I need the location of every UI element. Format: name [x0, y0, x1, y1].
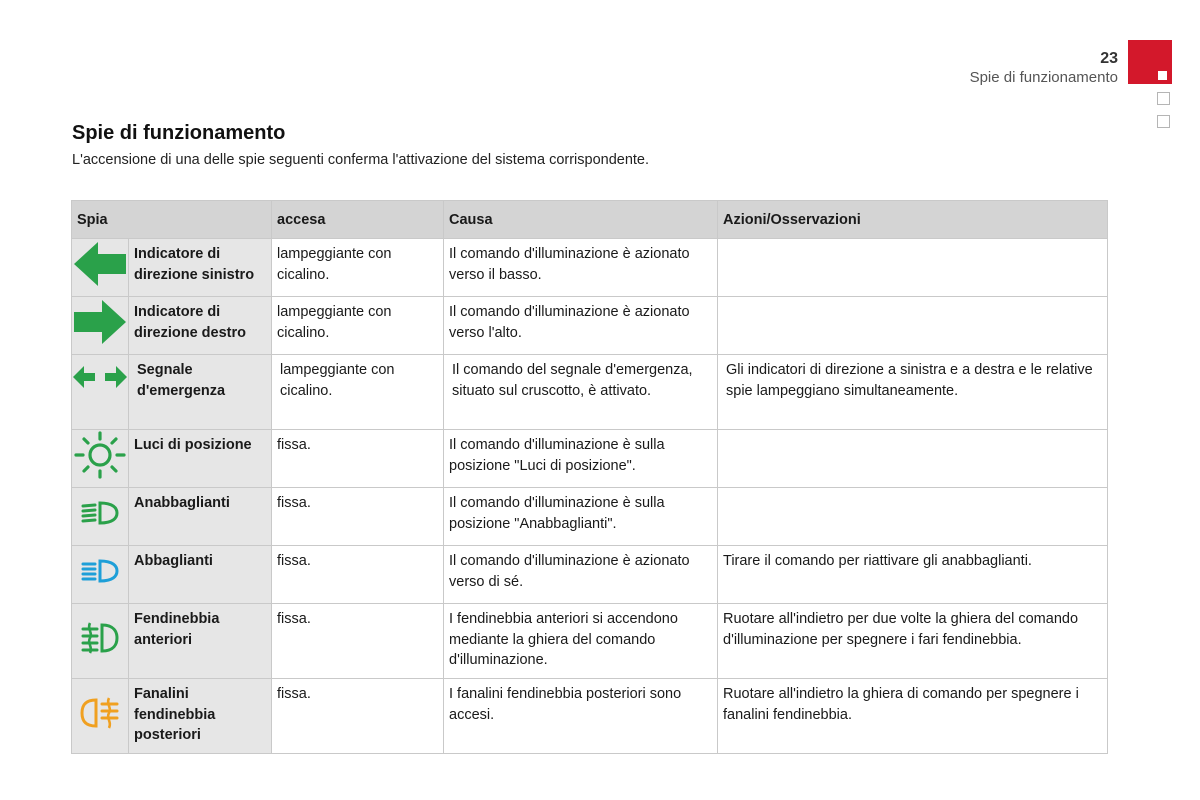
- column-header-accesa: accesa: [272, 201, 444, 239]
- table-row: [72, 546, 1108, 604]
- lamp-state: fissa.: [272, 604, 444, 679]
- lamp-cause: Il comando del segnale d'emergenza, situato sul cruscotto, è attivato.: [444, 355, 718, 430]
- lamp-state: fissa.: [272, 430, 444, 488]
- chapter-marker-empty: [1157, 115, 1170, 128]
- front-fog-lamp-icon: [80, 621, 120, 655]
- lamp-name: Indicatore di direzione destro: [129, 297, 272, 355]
- lamp-action: [718, 297, 1108, 355]
- table-header-row: [72, 201, 1108, 239]
- table-row: [72, 488, 1108, 546]
- table-row: [72, 239, 1108, 297]
- lamp-cause: Il comando d'illuminazione è sulla posizione "Luci di posizione".: [444, 430, 718, 488]
- table-row: [72, 355, 1108, 430]
- lamp-action: Ruotare all'indietro per due volte la ghiera del comando d'illuminazione per spegnere i fari fendinebbia.: [718, 604, 1108, 679]
- column-header-causa: Causa: [444, 201, 718, 239]
- lamp-cause: Il comando d'illuminazione è azionato verso il basso.: [444, 239, 718, 297]
- lamp-action: [718, 488, 1108, 546]
- warning-lamps-table: [71, 200, 1108, 754]
- page-number: 23: [1100, 50, 1118, 67]
- lamp-action: Gli indicatori di direzione a sinistra e a destra e le relative spie lampeggiano simultaneamente.: [718, 355, 1108, 430]
- lamp-icon-cell: [72, 355, 129, 430]
- section-title: Spie di funzionamento: [72, 122, 286, 144]
- lamp-cause: Il comando d'illuminazione è sulla posizione "Anabbaglianti".: [444, 488, 718, 546]
- lamp-name: Luci di posizione: [129, 430, 272, 488]
- lamp-name: Indicatore di direzione sinistro: [129, 239, 272, 297]
- lamp-name: Segnale d'emergenza: [129, 355, 272, 430]
- column-header-spia: Spia: [72, 201, 272, 239]
- chapter-tab-marker: [1158, 71, 1167, 80]
- lamp-state: lampeggiante con cicalino.: [272, 239, 444, 297]
- section-intro: L'accensione di una delle spie seguenti conferma l'attivazione del sistema corrispondente.: [72, 152, 650, 168]
- table-row: [72, 297, 1108, 355]
- lamp-name: Fanalini fendinebbia posteriori: [129, 679, 272, 754]
- lamp-action: Ruotare all'indietro la ghiera di comando per spegnere i fanalini fendinebbia.: [718, 679, 1108, 754]
- lamp-icon-cell: [72, 239, 129, 297]
- right-arrow-icon: [74, 300, 126, 344]
- lamp-icon-cell: [72, 679, 129, 754]
- lamp-action: Tirare il comando per riattivare gli anabbaglianti.: [718, 546, 1108, 604]
- lamp-icon-cell: [72, 604, 129, 679]
- chapter-marker-empty: [1157, 92, 1170, 105]
- lamp-icon-cell: [72, 488, 129, 546]
- table-row: [72, 679, 1108, 754]
- lamp-name: Fendinebbia anteriori: [129, 604, 272, 679]
- chapter-tab: [1128, 40, 1172, 84]
- lamp-state: lampeggiante con cicalino.: [272, 297, 444, 355]
- position-lights-icon: [74, 431, 126, 479]
- high-beam-icon: [80, 558, 120, 584]
- lamp-icon-cell: [72, 546, 129, 604]
- lamp-name: Abbaglianti: [129, 546, 272, 604]
- column-header-azioni: Azioni/Osservazioni: [718, 201, 1108, 239]
- running-head: Spie di funzionamento: [969, 69, 1118, 86]
- lamp-action: [718, 430, 1108, 488]
- rear-fog-lamp-icon: [80, 696, 120, 730]
- double-arrow-icon: [73, 365, 127, 389]
- lamp-cause: Il comando d'illuminazione è azionato verso l'alto.: [444, 297, 718, 355]
- lamp-cause: I fendinebbia anteriori si accendono mediante la ghiera del comando d'illuminazione.: [444, 604, 718, 679]
- lamp-state: fissa.: [272, 679, 444, 754]
- low-beam-icon: [80, 500, 120, 526]
- lamp-icon-cell: [72, 430, 129, 488]
- table-row: [72, 430, 1108, 488]
- lamp-action: [718, 239, 1108, 297]
- lamp-cause: I fanalini fendinebbia posteriori sono accesi.: [444, 679, 718, 754]
- table-row: [72, 604, 1108, 679]
- lamp-name: Anabbaglianti: [129, 488, 272, 546]
- left-arrow-icon: [74, 242, 126, 286]
- lamp-icon-cell: [72, 297, 129, 355]
- lamp-state: fissa.: [272, 488, 444, 546]
- lamp-state: fissa.: [272, 546, 444, 604]
- lamp-state: lampeggiante con cicalino.: [272, 355, 444, 430]
- lamp-cause: Il comando d'illuminazione è azionato verso di sé.: [444, 546, 718, 604]
